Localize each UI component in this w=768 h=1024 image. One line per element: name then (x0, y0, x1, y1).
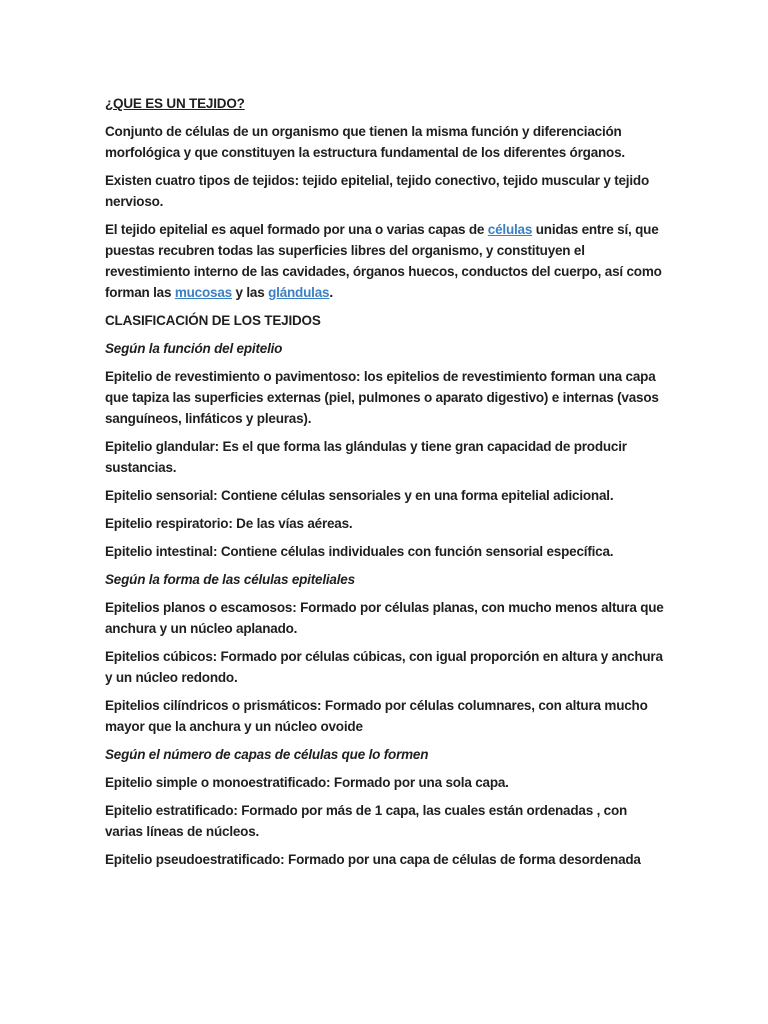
item-text: Formado por una capa de células de forma desordenada (284, 852, 641, 867)
item-epitelio-revestimiento (105, 366, 667, 429)
link-glandulas[interactable]: glándulas (268, 285, 330, 300)
item-text: Formado por una sola capa. (330, 775, 509, 790)
item-lead: Epitelios planos o escamosos: (105, 600, 297, 615)
subheading-forma-celulas: Según la forma de las células epiteliales (105, 572, 355, 587)
item-text: Formado por células columnares, con altura mucho mayor que la anchura y un núcleo ovoide (105, 698, 648, 734)
item-lead: Epitelio respiratorio: (105, 516, 233, 531)
item-epitelio-glandular (105, 436, 667, 478)
item-lead: Epitelios cilíndricos o prismáticos: (105, 698, 322, 713)
item-text: Formado por células cúbicas, con igual proporción en altura y anchura y un núcleo redondo. (105, 649, 663, 685)
link-celulas[interactable]: células (487, 222, 533, 237)
item-epitelios-cubicos (105, 646, 667, 688)
subheading-funcion-epitelio: Según la función del epitelio (105, 341, 283, 356)
item-lead: Epitelio sensorial: (105, 488, 218, 503)
item-text: Formado por células planas, con mucho menos altura que anchura y un núcleo aplanado. (105, 600, 664, 636)
item-text: Formado por más de 1 capa, las cuales están ordenadas , con varias líneas de núcleos. (105, 803, 628, 839)
document-content (105, 93, 667, 870)
link-mucosas[interactable]: mucosas (174, 285, 232, 300)
item-text: los epitelios de revestimiento forman una capa que tapiza las superficies externas (piel, pulmones o aparato digestivo) e internas (vasos sanguíneos, linfáticos y pleuras). (105, 369, 659, 426)
item-epitelio-sensorial (105, 485, 667, 506)
subheading-numero-capas: Según el número de capas de células que lo formen (105, 747, 429, 762)
item-lead: Epitelio estratificado: (105, 803, 238, 818)
item-epitelios-planos (105, 597, 667, 639)
item-text: Es el que forma las glándulas y tiene gran capacidad de producir sustancias. (105, 439, 627, 475)
item-lead: Epitelio glandular: (105, 439, 219, 454)
epithelial-tissue-paragraph (105, 219, 667, 303)
epithelial-text-2: unidas entre sí, que puestas recubren todas las superficies libres del organismo, y constituyen el revestimiento interno de las cavidades, órganos huecos, conductos del cuerpo, así como forman las (105, 222, 662, 300)
item-lead: Epitelio pseudoestratificado: (105, 852, 285, 867)
item-epitelio-intestinal (105, 541, 667, 562)
item-text: De las vías aéreas. (232, 516, 353, 531)
item-text: Contiene células sensoriales y en una forma epitelial adicional. (217, 488, 614, 503)
item-lead: Epitelio intestinal: (105, 544, 218, 559)
item-epitelios-cilindricos (105, 695, 667, 737)
item-lead: Epitelios cúbicos: (105, 649, 217, 664)
item-epitelio-respiratorio (105, 513, 667, 534)
epithelial-text-4: . (329, 285, 333, 300)
section-heading-clasificacion: CLASIFICACIÓN DE LOS TEJIDOS (105, 313, 321, 328)
item-lead: Epitelio simple o monoestratificado: (105, 775, 331, 790)
document-title: ¿QUE ES UN TEJIDO? (105, 96, 245, 111)
intro-paragraph-tissue-types: Existen cuatro tipos de tejidos: tejido epitelial, tejido conectivo, tejido muscular y tejido nervioso. (105, 173, 650, 209)
epithelial-text-1: El tejido epitelial es aquel formado por una o varias capas de (105, 222, 488, 237)
epithelial-text-3: y las (231, 285, 269, 300)
item-epitelio-pseudoestratificado (105, 849, 667, 870)
item-epitelio-simple (105, 772, 667, 793)
item-epitelio-estratificado (105, 800, 667, 842)
item-lead: Epitelio de revestimiento o pavimentoso: (105, 369, 361, 384)
item-text: Contiene células individuales con función sensorial específica. (217, 544, 614, 559)
intro-paragraph-definition: Conjunto de células de un organismo que tienen la misma función y diferenciación morfológica y que constituyen la estructura fundamental de los diferentes órganos. (105, 124, 625, 160)
